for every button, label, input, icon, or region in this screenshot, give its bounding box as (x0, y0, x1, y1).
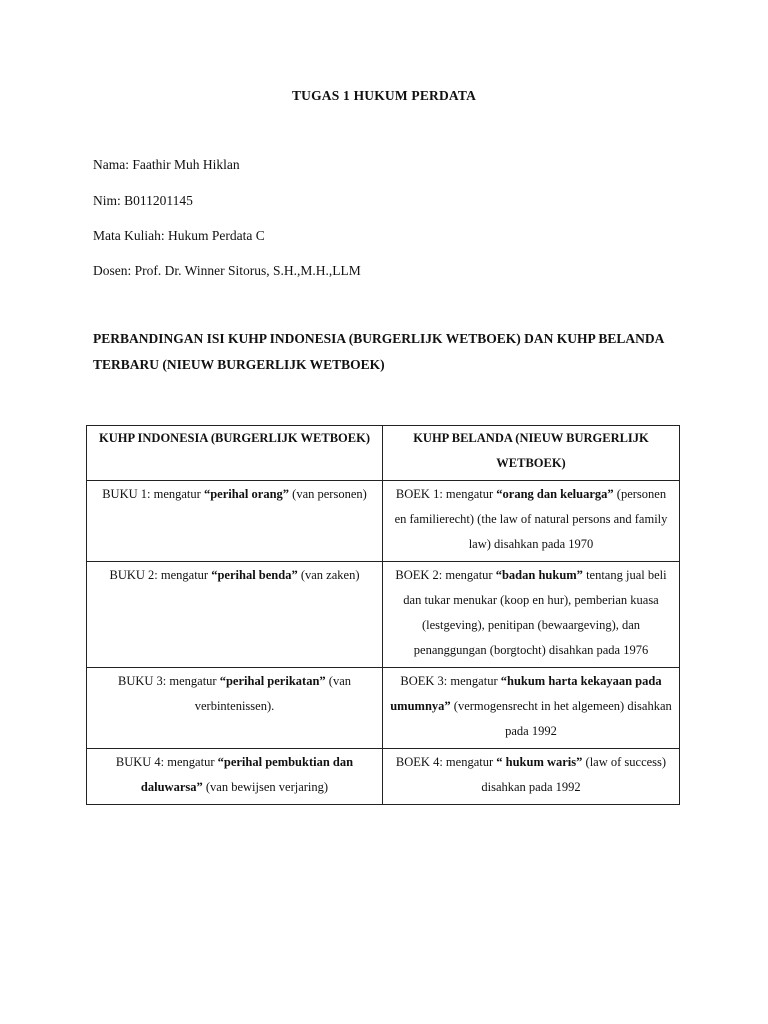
cell-boek-2: BOEK 2: mengatur “badan hukum” tentang jual beli dan tukar menukar (koop en hur), pemberian kuasa (lestgeving), penitipan (bewaargeving), dan penanggungan (borgtocht) disahkan pada 1976 (383, 562, 680, 668)
cell-boek-3: BOEK 3: mengatur “hukum harta kekayaan pada umumnya” (vermogensrecht in het algemeen) disahkan pada 1992 (383, 668, 680, 749)
cell-buku-3: BUKU 3: mengatur “perihal perikatan” (van verbintenissen). (87, 668, 383, 749)
table-header-row (87, 426, 680, 481)
document-title: TUGAS 1 HUKUM PERDATA (291, 88, 477, 103)
student-name: Nama: Faathir Muh Hiklan (93, 157, 240, 172)
table-row (87, 562, 680, 668)
cell-buku-1: BUKU 1: mengatur “perihal orang” (van personen) (87, 481, 383, 562)
table-row (87, 749, 680, 805)
header-kuhp-belanda: KUHP BELANDA (NIEUW BURGERLIJK WETBOEK) (383, 426, 680, 481)
cell-buku-4: BUKU 4: mengatur “perihal pembuktian dan daluwarsa” (van bewijsen verjaring) (87, 749, 383, 805)
student-nim: Nim: B011201145 (93, 193, 193, 208)
course-name: Mata Kuliah: Hukum Perdata C (93, 228, 265, 243)
cell-boek-1: BOEK 1: mengatur “orang dan keluarga” (personen en familierecht) (the law of natural persons and family law) disahkan pada 1970 (383, 481, 680, 562)
cell-boek-4: BOEK 4: mengatur “ hukum waris” (law of success) disahkan pada 1992 (383, 749, 680, 805)
cell-buku-2: BUKU 2: mengatur “perihal benda” (van zaken) (87, 562, 383, 668)
comparison-table (86, 425, 680, 805)
lecturer-name: Dosen: Prof. Dr. Winner Sitorus, S.H.,M.H.,LLM (93, 263, 361, 278)
section-heading: PERBANDINGAN ISI KUHP INDONESIA (BURGERLIJK WETBOEK) DAN KUHP BELANDA TERBARU (NIEUW BURGERLIJK WETBOEK) (93, 331, 664, 372)
table-row (87, 668, 680, 749)
header-kuhp-indonesia: KUHP INDONESIA (BURGERLIJK WETBOEK) (87, 426, 383, 481)
table-row (87, 481, 680, 562)
